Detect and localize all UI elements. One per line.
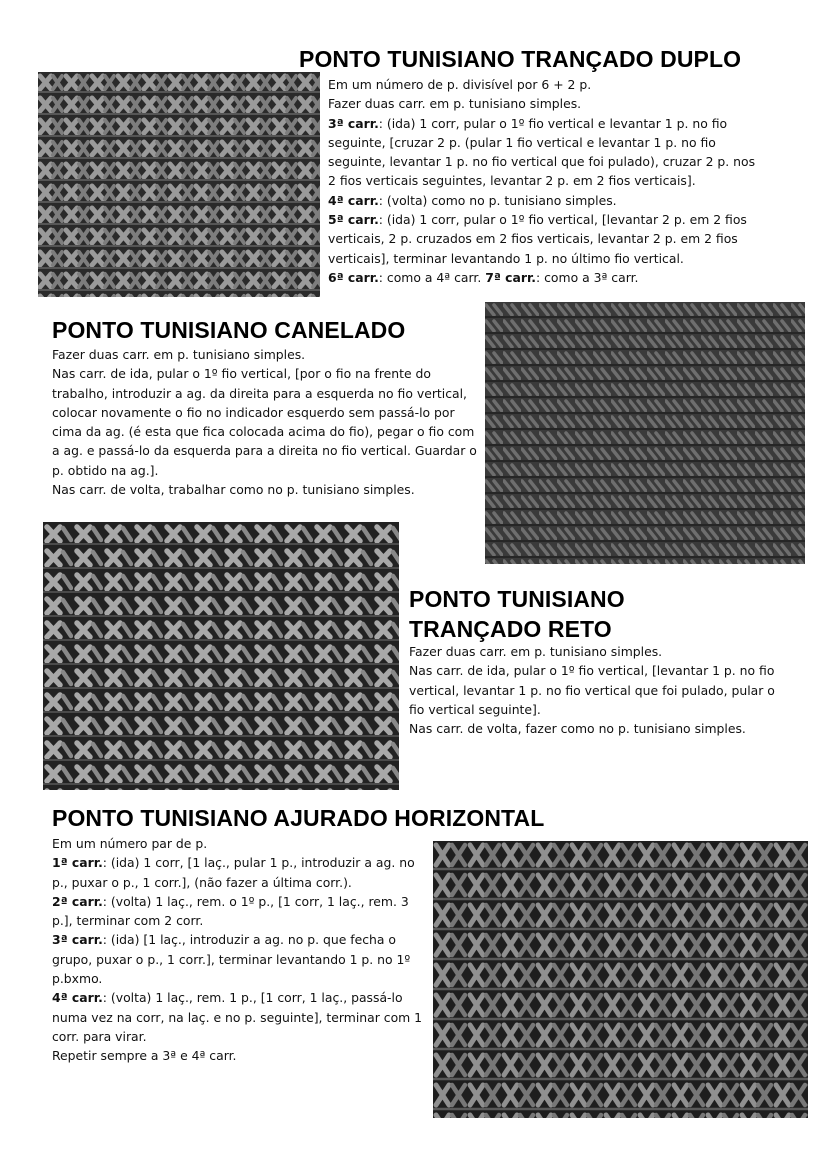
instruction-line: Nas carr. de volta, trabalhar como no p. tunisiano simples.	[52, 482, 415, 498]
section-text-trancado-duplo	[328, 75, 758, 287]
stitch-photo-ajurado-horizontal	[433, 841, 808, 1118]
section-title-trancado-reto: PONTO TUNISIANO TRANÇADO RETO	[409, 586, 625, 642]
stitch-photo-trancado-duplo	[38, 72, 320, 297]
instruction-line: Fazer duas carr. em p. tunisiano simples.	[409, 644, 663, 659]
instruction-line: Repetir sempre a 3ª e 4ª carr.	[52, 1048, 237, 1064]
instruction-line: 4ª carr.: (volta) 1 laç., rem. 1 p., [1 corr, 1 laç., passá-lo numa vez na corr, na laç. e no p. seguinte], terminar com 1 corr. para virar.	[52, 990, 423, 1044]
section-title-trancado-duplo: PONTO TUNISIANO TRANÇADO DUPLO	[299, 46, 742, 72]
instruction-line: Nas carr. de ida, pular o 1º fio vertical, [por o fio na frente do trabalho, introduzir a ag. da direita para a esquerda no fio vertical, colocar novamente o fio no indicador esquerdo sem passá-lo por cima da ag. (é esta que fica colocada acima do fio), pegar o fio com a ag. e passá-lo da esquerda para a direita no fio vertical. Guardar o p. obtido na ag.].	[52, 366, 477, 478]
instruction-line: Nas carr. de ida, pular o 1º fio vertical, [levantar 1 p. no fio vertical, levantar 1 p. no fio vertical que foi pulado, pular o fio vertical seguinte].	[409, 663, 775, 717]
section-text-trancado-reto	[409, 642, 789, 738]
instruction-line: 4ª carr.: (volta) como no p. tunisiano simples.	[328, 192, 617, 208]
stitch-photo-trancado-reto	[43, 522, 399, 790]
instruction-line: 6ª carr.: como a 4ª carr. 7ª carr.: como a 3ª carr.	[328, 269, 639, 285]
section-title-canelado: PONTO TUNISIANO CANELADO	[52, 317, 406, 343]
stitch-photo-canelado	[485, 302, 805, 564]
section-text-ajurado-horizontal	[52, 834, 424, 1066]
instruction-line: 5ª carr.: (ida) 1 corr, pular o 1º fio vertical, [levantar 2 p. em 2 fios verticais, 2 p. cruzados em 2 fios verticais, levantar 2 p. em 2 fios verticais], terminar levantando 1 p. no último fio vertical.	[328, 212, 747, 266]
instruction-line: Em um número par de p.	[52, 836, 208, 851]
instruction-line: 3ª carr.: (ida) [1 laç., introduzir a ag. no p. que fecha o grupo, puxar o p., 1 corr.], terminar levantando 1 p. no 1º p.bxmo.	[52, 932, 411, 987]
instruction-line: Fazer duas carr. em p. tunisiano simples.	[52, 347, 306, 362]
section-text-canelado	[52, 345, 480, 499]
instruction-line: Fazer duas carr. em p. tunisiano simples.	[328, 96, 582, 112]
instruction-line: Nas carr. de volta, fazer como no p. tunisiano simples.	[409, 721, 746, 737]
instruction-line: Em um número de p. divisível por 6 + 2 p.	[328, 77, 592, 92]
instruction-line: 3ª carr.: (ida) 1 corr, pular o 1º fio vertical e levantar 1 p. no fio seguinte, [cruzar 2 p. (pular 1 fio vertical e levantar 1 p. no fio seguinte, levantar 1 p. no fio vertical que foi pulado), cruzar 2 p. nos 2 fios verticais seguintes, levantar 2 p. em 2 fios verticais].	[328, 115, 756, 189]
instruction-line: 1ª carr.: (ida) 1 corr, [1 laç., pular 1 p., introduzir a ag. no p., puxar o p., 1 corr.], (não fazer a última corr.).	[52, 855, 415, 890]
section-title-ajurado-horizontal: PONTO TUNISIANO AJURADO HORIZONTAL	[52, 805, 545, 831]
instruction-line: 2ª carr.: (volta) 1 laç., rem. o 1º p., [1 corr, 1 laç., rem. 3 p.], terminar com 2 corr.	[52, 893, 409, 929]
